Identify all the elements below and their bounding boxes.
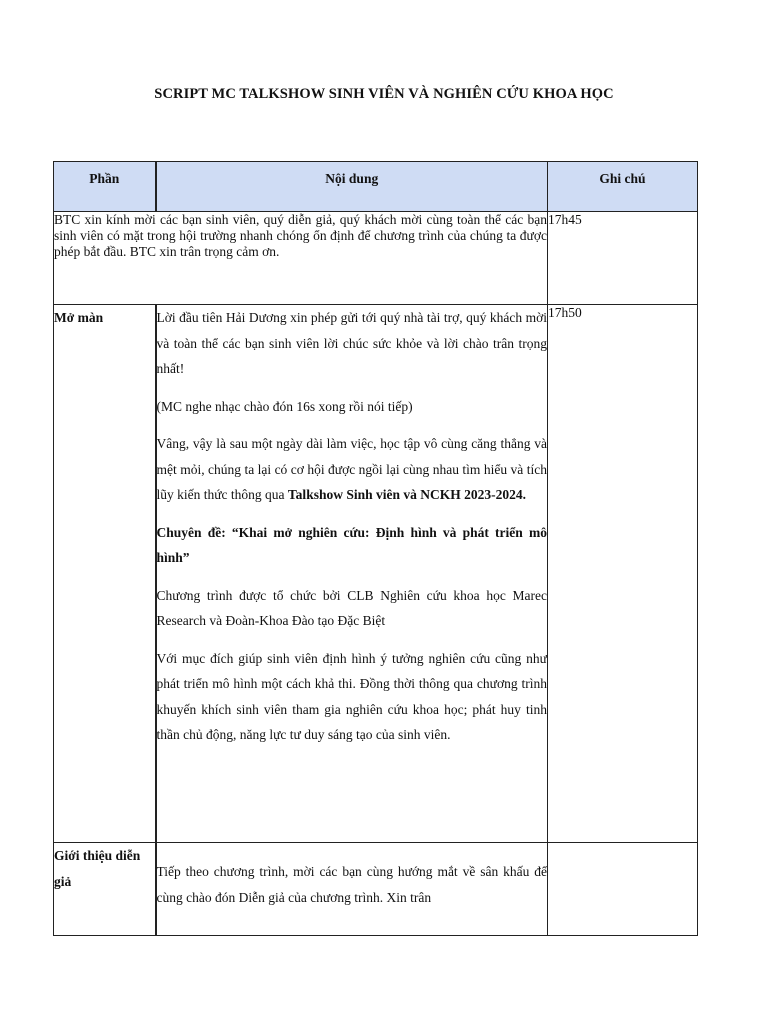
table-row	[54, 843, 698, 936]
section-content	[156, 305, 548, 843]
table-row	[54, 212, 698, 305]
header-part: Phần	[54, 162, 156, 212]
paragraph-text: Vâng, vậy là sau một ngày dài làm việc, học tập vô cùng căng thẳng và mệt mỏi, chúng ta lại có cơ hội được ngồi lại cùng nhau tìm hiểu và tích lũy kiến thức thông qua	[156, 436, 547, 502]
event-name: Talkshow Sinh viên và NCKH 2023-2024.	[287, 487, 526, 502]
paragraph: Với mục đích giúp sinh viên định hình ý tưởng nghiên cứu cũng như phát triển mô hình một cách khả thi. Đồng thời thông qua chương trình khuyến khích sinh viên tham gia nghiên cứu khoa học; phát huy tinh thần chủ động, năng lực tư duy sáng tạo của sinh viên.	[156, 650, 547, 742]
paragraph: Chương trình được tổ chức bởi CLB Nghiên cứu khoa học Marec Research và Đoàn-Khoa Đào tạo Đặc Biệt	[156, 587, 547, 628]
header-note: Ghi chú	[548, 162, 698, 212]
header-content: Nội dung	[156, 162, 548, 212]
paragraph: (MC nghe nhạc chào đón 16s xong rồi nói tiếp)	[156, 398, 413, 414]
section-label: Giới thiệu diễn giả	[54, 843, 156, 936]
time-note	[548, 843, 698, 936]
script-table	[53, 161, 698, 936]
time-note: 17h50	[548, 305, 698, 843]
section-content	[156, 843, 548, 936]
opening-announcement: BTC xin kính mời các bạn sinh viên, quý diễn giả, quý khách mời cùng toàn thể các bạn sinh viên có mặt trong hội trường nhanh chóng ổn định để chương trình của chúng ta được phép bắt đầu. BTC xin trân trọng cảm ơn.	[54, 212, 548, 305]
section-label: Mở màn	[54, 305, 156, 843]
topic-line: Chuyên đề: “Khai mở nghiên cứu: Định hình và phát triển mô hình”	[156, 524, 547, 565]
document-title: SCRIPT MC TALKSHOW SINH VIÊN VÀ NGHIÊN CỨU KHOA HỌC	[154, 86, 614, 102]
table-row	[54, 305, 698, 843]
paragraph	[157, 431, 548, 508]
paragraph: Lời đầu tiên Hải Dương xin phép gửi tới quý nhà tài trợ, quý khách mời và toàn thể các bạn sinh viên lời chúc sức khỏe và lời chào trân trọng nhất!	[156, 310, 547, 376]
time-note: 17h45	[548, 212, 698, 305]
paragraph: Tiếp theo chương trình, mời các bạn cùng hướng mắt về sân khấu để cùng chào đón Diễn giả của chương trình. Xin trân	[156, 864, 547, 905]
table-header-row	[54, 162, 698, 212]
